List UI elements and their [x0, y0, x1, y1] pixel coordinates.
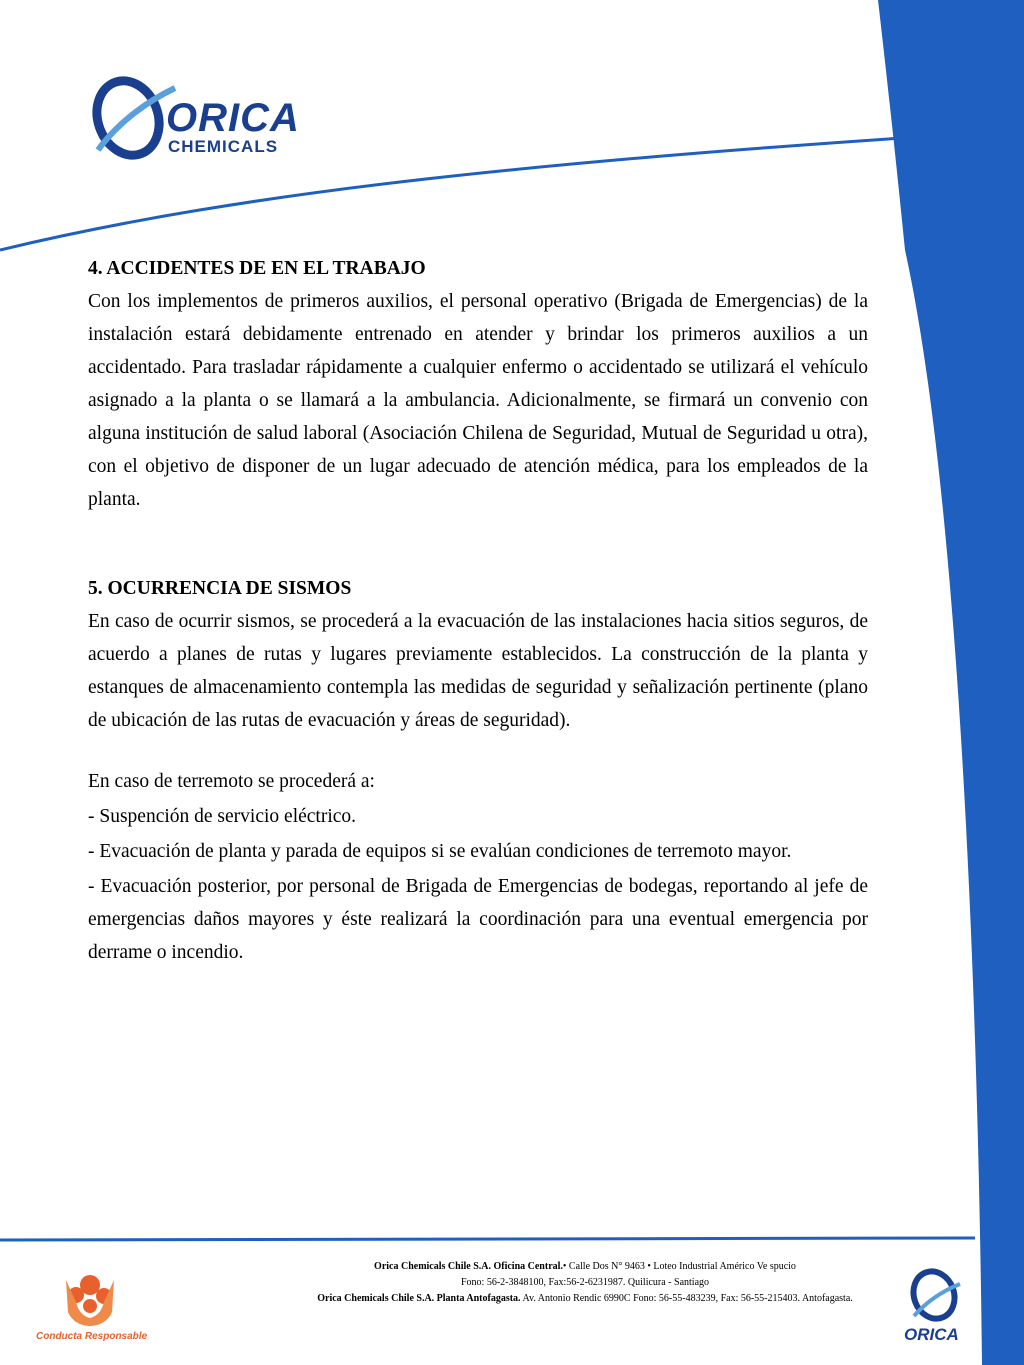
section-title-accidentes: 4. ACCIDENTES DE EN EL TRABAJO	[88, 258, 426, 279]
footer-plant-antofagasta: Orica Chemicals Chile S.A. Planta Antofagasta.	[317, 1293, 521, 1304]
footer-plant-address: Av. Antonio Rendic 6990C Fono: 56-55-483239, Fax: 56-55-215403. Antofagasta.	[520, 1293, 853, 1304]
list-item: - Suspención de servicio eléctrico.	[88, 806, 357, 827]
terremoto-intro: En caso de terremoto se procederá a:	[88, 771, 375, 792]
logo-subtitle: CHEMICALS	[168, 137, 279, 156]
footer-office-address: • Calle Dos N° 9463 • Loteo Industrial Américo Ve spucio	[562, 1261, 796, 1272]
section-body-sismos: En caso de ocurrir sismos, se procederá a la evacuación de las instalaciones hacia sitios seguros, de acuerdo a planes de rutas y lugares previamente establecidos. La construcción de la planta y estanques de almacenamiento contempla las medidas de seguridad y señalización pertinente (plano de ubicación de las rutas de evacuación y áreas de seguridad).	[88, 611, 868, 731]
footer-address	[190, 1259, 980, 1307]
footer-line-2: Fono: 56-2-3848100, Fax:56-2-6231987. Quilicura - Santiago	[460, 1277, 710, 1288]
conducta-responsable-logo	[66, 1275, 114, 1326]
section-title-sismos: 5. OCURRENCIA DE SISMOS	[88, 578, 352, 599]
footer-separator-line	[0, 1238, 975, 1240]
logo-name: ORICA	[166, 96, 300, 140]
right-blue-band	[878, 0, 1024, 1365]
orica-chemicals-logo	[166, 98, 300, 156]
list-item: - Evacuación de planta y parada de equipos si se evalúan condiciones de terremoto mayor.	[88, 841, 792, 862]
conducta-responsable-label: Conducta Responsable	[36, 1331, 148, 1342]
footer-office-central: Orica Chemicals Chile S.A. Oficina Central.	[374, 1261, 563, 1272]
footer-line-1	[190, 1259, 980, 1275]
small-orica-logo-text: ORICA	[904, 1325, 959, 1344]
list-item: - Evacuación posterior, por personal de Brigada de Emergencias de bodegas, reportando al jefe de emergencias daños mayores y éste realizará la coordinación para una eventual emergencia por derrame o incendio.	[88, 876, 868, 963]
document-body	[88, 252, 868, 969]
orica-logo-emblem	[87, 72, 175, 164]
section-body-accidentes: Con los implementos de primeros auxilios, el personal operativo (Brigada de Emergencias) de la instalación estará debidamente entrenado en atender y brindar los primeros auxilios a un accidentado. Para trasladar rápidamente a cualquier enfermo o accidentado se utilizará el vehículo asignado a la planta o se llamará a la ambulancia. Adicionalmente, se firmará un convenio con alguna institución de salud laboral (Asociación Chilena de Seguridad, Mutual de Seguridad u otra), con el objetivo de disponer de un lugar adecuado de atención médica, para los empleados de la planta.	[88, 291, 868, 510]
footer-line-3	[190, 1291, 980, 1307]
